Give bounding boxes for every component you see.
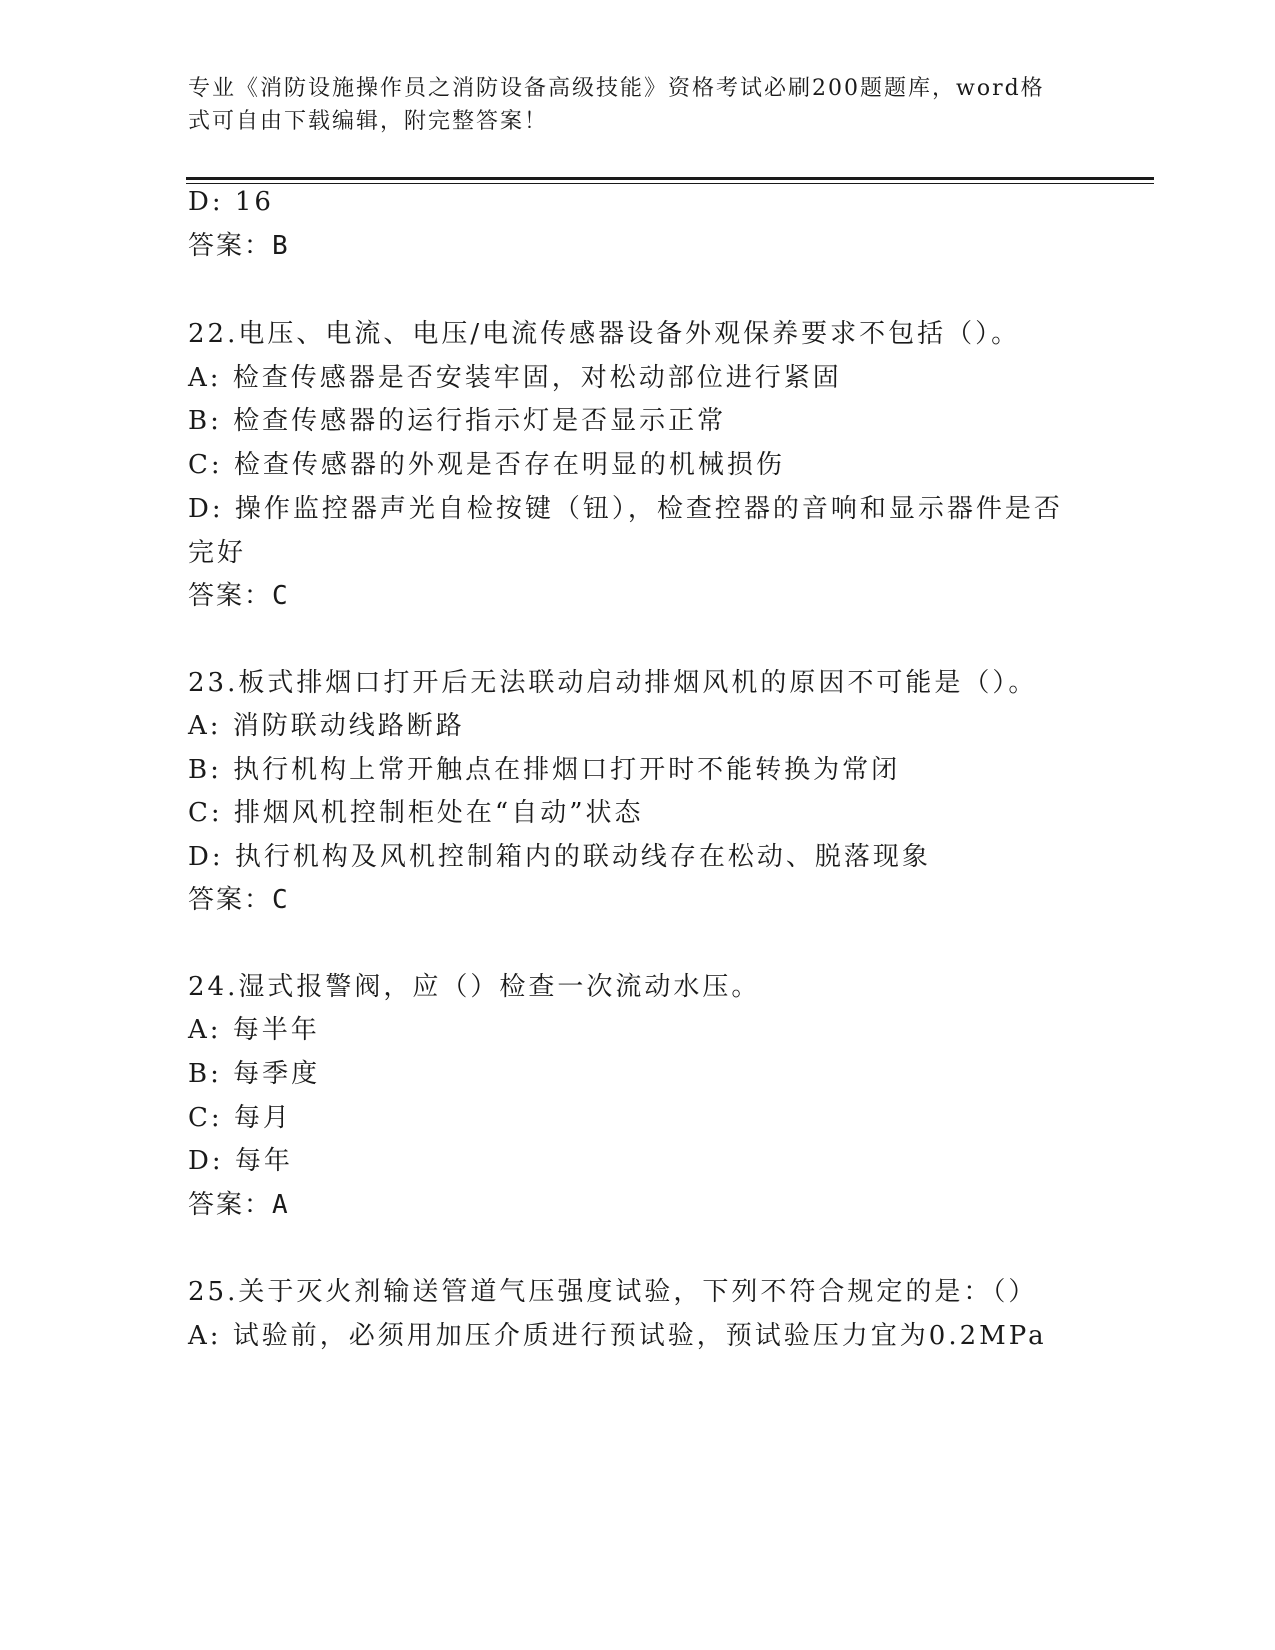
answer-value: A (272, 1190, 288, 1220)
header-rule-thin (186, 183, 1154, 184)
question-22-option-d: D: 操作监控器声光自检按键（钮），检查控器的音响和显示器件是否 (188, 494, 1063, 524)
question-25-option-a: A: 试验前，必须用加压介质进行预试验，预试验压力宜为0.2MPa (188, 1321, 1047, 1351)
question-23-option-c: C: 排烟风机控制柜处在“自动”状态 (188, 798, 644, 828)
header-rule-thick (186, 177, 1154, 180)
question-22-option-d-continued: 完好 (188, 538, 247, 568)
question-23-option-d: D: 执行机构及风机控制箱内的联动线存在松动、脱落现象 (188, 842, 931, 872)
answer-value: B (272, 231, 288, 261)
question-22-option-c: C: 检查传感器的外观是否存在明显的机械损伤 (188, 450, 785, 480)
question-24-option-d: D: 每年 (188, 1146, 293, 1176)
answer-label: 答案： (188, 885, 273, 915)
page-header: 专业《消防设施操作员之消防设备高级技能》资格考试必刷200题题库，word格式可自由下载编辑，附完整答案！ (188, 76, 1045, 134)
question-22-stem: 22.电压、电流、电压/电流传感器设备外观保养要求不包括（）。 (188, 319, 1021, 349)
question-24-option-a: A: 每半年 (188, 1015, 320, 1045)
question-23-option-b: B: 执行机构上常开触点在排烟口打开时不能转换为常闭 (188, 755, 901, 785)
question-22-answer (188, 580, 288, 612)
question-24-option-b: B: 每季度 (188, 1059, 321, 1089)
question-22-option-b: B: 检查传感器的运行指示灯是否显示正常 (188, 406, 727, 436)
answer-value: C (272, 885, 288, 915)
question-22-option-a: A: 检查传感器是否安装牢固，对松动部位进行紧固 (188, 363, 842, 393)
question-23-option-a: A: 消防联动线路断路 (188, 711, 465, 741)
question-23-answer (188, 884, 288, 916)
question-24-stem: 24.湿式报警阀，应（）检查一次流动水压。 (188, 972, 761, 1002)
answer-value: C (272, 581, 288, 611)
question-24-option-c: C: 每月 (188, 1103, 292, 1133)
answer-label: 答案： (188, 581, 273, 611)
prev-answer (188, 230, 288, 262)
question-24-answer (188, 1189, 288, 1221)
answer-label: 答案： (188, 231, 273, 261)
answer-label: 答案： (188, 1190, 273, 1220)
prev-option-d: D: 16 (188, 187, 274, 217)
question-23-stem: 23.板式排烟口打开后无法联动启动排烟风机的原因不可能是（）。 (188, 668, 1038, 698)
question-25-stem: 25.关于灭火剂输送管道气压强度试验，下列不符合规定的是：（） (188, 1277, 1038, 1307)
